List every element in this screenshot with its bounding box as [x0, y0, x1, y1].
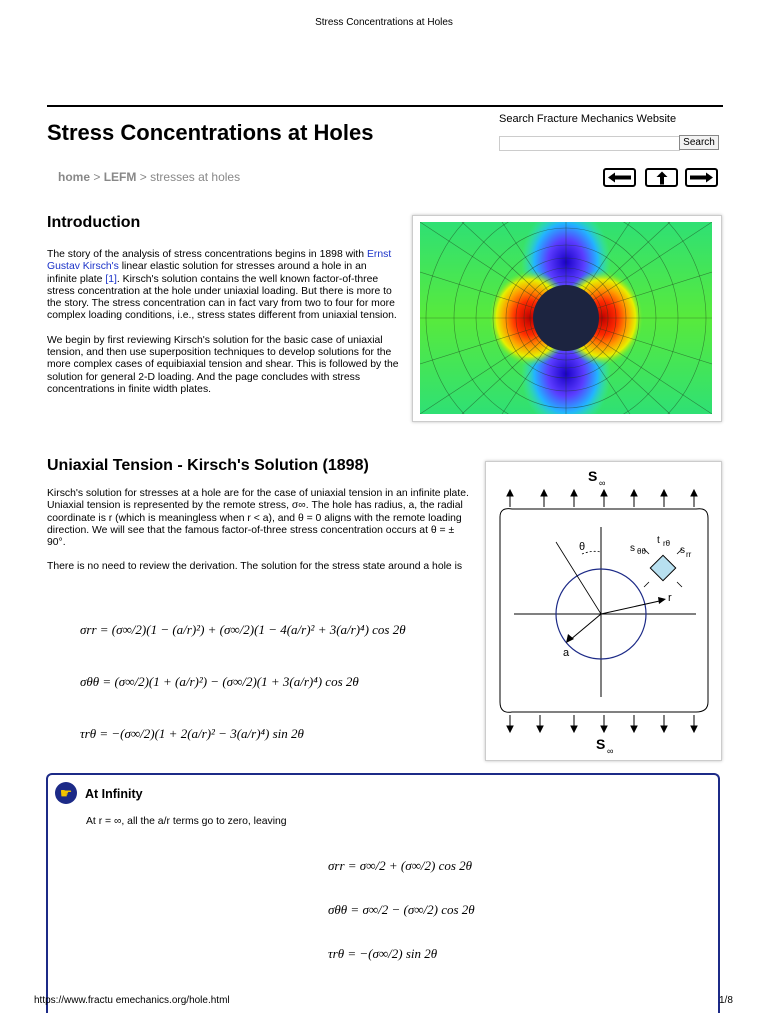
- s-rr-subscript: rr: [686, 550, 692, 559]
- callout-title: At Infinity: [85, 787, 143, 801]
- plate-with-hole-diagram: [486, 462, 721, 760]
- intro-paragraph-2: We begin by first reviewing Kirsch's solution for the basic case of uniaxial tension, and then use superposition techniques to develop solutions for the more complex cases of equibiaxial tension and shear. This is followed by the solution for general 2-D loading. And the page concludes with stress concentrations in finite width plates.: [47, 334, 399, 395]
- text-run: linear elastic solution for stresses around a hole in an infinite plate: [47, 261, 367, 285]
- kirsch-paragraph-1: Kirsch's solution for stresses at a hole are for the case of uniaxial tension in an infinite plate. Uniaxial tension is represented by the remote stress, σ∞. The hole has radius, a, the radial coordinate is r (which is meaningless when r < a), and θ = 0 aligns with the remote loading direction. We will see that the famous factor-of-three stress concentration occurs at θ = ± 90°.: [47, 488, 469, 549]
- intro-text: [47, 249, 399, 396]
- next-page-button[interactable]: [685, 168, 718, 187]
- s-rr-label: s: [680, 545, 685, 556]
- equation-tau-rtheta: τrθ = −(σ∞/2)(1 + 2(a/r)² − 3(a/r)⁴) sin 2θ: [80, 726, 304, 741]
- breadcrumb-home[interactable]: home: [58, 170, 91, 184]
- s-top-label: S: [588, 468, 598, 484]
- text-run: . Kirsch's solution contains the well known factor-of-three stress concentration at the hole under uniaxial loading. But there is more to the story. The stress concentration can in fact vary from two to four for more complex loading conditions, i.e., stress states different from uniaxial tension.: [47, 273, 397, 322]
- r-label: r: [668, 592, 672, 604]
- header-rule: [47, 105, 723, 107]
- kirsch-link[interactable]: Ernst Gustav Kirsch's: [47, 249, 392, 273]
- kirsch-diagram: [485, 461, 722, 761]
- kirsch-heading: Uniaxial Tension - Kirsch's Solution (1898): [47, 457, 369, 474]
- equation-sigma-rr: σrr = (σ∞/2)(1 − (a/r)²) + (σ∞/2)(1 − 4(a/r)² + 3(a/r)⁴) cos 2θ: [80, 622, 406, 637]
- print-header: Stress Concentrations at Holes: [315, 17, 453, 28]
- footer-page-number: 1/8: [719, 995, 733, 1006]
- stress-contour-figure: [412, 215, 722, 422]
- s-thetatheta-subscript: θθ: [637, 547, 646, 556]
- arrow-up-icon: [656, 171, 668, 185]
- intro-heading: Introduction: [47, 214, 141, 231]
- at-infinity-callout: [46, 773, 720, 1013]
- callout-equation-sigma-rr: σrr = σ∞/2 + (σ∞/2) cos 2θ: [328, 858, 473, 873]
- prev-page-button[interactable]: [603, 168, 636, 187]
- callout-equation-tau-rtheta: τrθ = −(σ∞/2) sin 2θ: [328, 946, 438, 961]
- s-thetatheta-label: s: [630, 543, 635, 554]
- breadcrumb-separator: >: [136, 170, 151, 184]
- kirsch-text: [47, 488, 472, 574]
- search-input[interactable]: [499, 136, 680, 151]
- theta-label: θ: [579, 541, 586, 553]
- arrow-left-icon: [607, 172, 632, 183]
- t-rtheta-label: t: [657, 535, 660, 546]
- kirsch-paragraph-2: There is no need to review the derivation. The solution for the stress state around a hole is: [47, 561, 463, 573]
- search-label: Search Fracture Mechanics Website: [499, 113, 677, 125]
- footer-url: https://www.fractu emechanics.org/hole.html: [34, 995, 230, 1006]
- callout-equation-sigma-thetatheta: σθθ = σ∞/2 − (σ∞/2) cos 2θ: [328, 902, 475, 917]
- search-button[interactable]: Search: [679, 135, 719, 150]
- s-bottom-label: S: [596, 736, 606, 752]
- text-run: The story of the analysis of stress concentrations begins in 1898 with: [47, 249, 367, 260]
- a-label: a: [563, 647, 570, 659]
- stress-contour-image: [420, 222, 712, 414]
- infinity-subscript: ∞: [599, 478, 606, 488]
- equation-sigma-thetatheta: σθθ = (σ∞/2)(1 + (a/r)²) − (σ∞/2)(1 + 3(a/r)⁴) cos 2θ: [80, 674, 359, 689]
- pointing-hand-icon: ☛: [55, 782, 77, 804]
- infinity-subscript: ∞: [607, 746, 614, 756]
- t-rtheta-subscript: rθ: [663, 539, 671, 548]
- callout-text: At r = ∞, all the a/r terms go to zero, leaving: [86, 816, 287, 827]
- arrow-right-icon: [689, 172, 714, 183]
- reference-link[interactable]: [1]: [105, 273, 117, 285]
- page-title: Stress Concentrations at Holes: [47, 120, 374, 145]
- breadcrumb-lefm[interactable]: LEFM: [103, 170, 137, 184]
- breadcrumb-separator: >: [90, 170, 104, 184]
- intro-paragraph-1: [47, 249, 399, 323]
- breadcrumb-current: stresses at holes: [150, 170, 241, 184]
- breadcrumb: [58, 170, 240, 184]
- up-page-button[interactable]: [645, 168, 678, 187]
